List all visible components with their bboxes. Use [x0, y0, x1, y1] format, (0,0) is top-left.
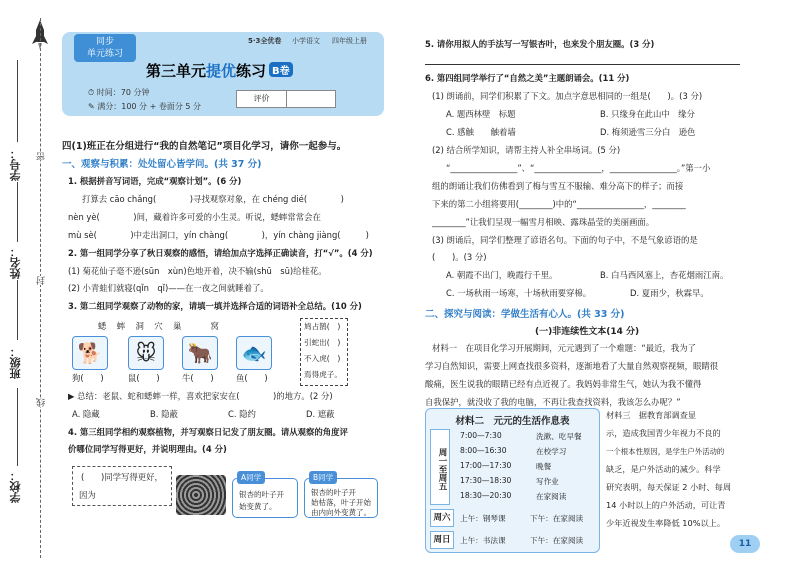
q6-2-line-1[interactable]: “________________”、“________________，________________。”第一小: [446, 163, 711, 173]
series-name: 5·3全优卷: [248, 37, 282, 45]
ox-card: [182, 336, 218, 370]
note-b-head: B同学: [309, 471, 337, 484]
q3-option-d[interactable]: D. 遮蔽: [306, 409, 335, 419]
ox-icon: 🐂: [187, 341, 213, 365]
school-field[interactable]: [17, 388, 18, 466]
q6-1-option-b[interactable]: B. 只缘身在此山中 缘分: [600, 109, 695, 119]
q3-word-bank: 蟋 蟀 洞 穴 巢 窝: [98, 321, 220, 331]
note-b-card: [304, 473, 378, 518]
material-3-line-5: 研究表明，每天保证 2 小时、每周: [606, 482, 732, 492]
mouse-card: [128, 336, 164, 370]
badge-line-2: 单元练习: [86, 49, 123, 59]
saturday-header: 周六: [430, 509, 454, 527]
material-1-line-3: 酸痛，医生说我的眼睛已经有点近视了。我妈妈非常生气，她认为我不懂得: [425, 379, 702, 389]
subsection-heading: (一)非连续性文本(14 分): [535, 327, 640, 337]
material-3-line-2: 示，造成我国青少年视力不良的: [606, 428, 721, 438]
q6-3-prompt-2: ( )。(3 分): [432, 252, 487, 262]
binding-dashed-line: [40, 18, 41, 558]
q6-3-option-a[interactable]: A. 朝霞不出门，晚霞行千里。: [446, 270, 558, 280]
material-3-line-3: 一个根本性原因，是学生户外活动的: [606, 447, 725, 456]
mouse-answer[interactable]: 鼠( ): [128, 373, 160, 383]
title-pre: 第三单元: [146, 62, 207, 80]
sunday-header: 周日: [430, 531, 454, 549]
note-a-line-2: 始变黄了。: [239, 502, 277, 511]
q2-line-1: (1) 菊花仙子毫不逊(sūn xùn)色地开着，决不输(shū sū)给桂花。: [68, 266, 327, 276]
material-1-line-1: 材料一 在项目化学习开展期间，元元遇到了一个难题：“最近，我为了: [432, 343, 696, 353]
class-field[interactable]: [17, 280, 18, 340]
evaluation-label: 评价: [237, 91, 287, 107]
note-b-line-2: 始枯落，叶子开始: [311, 498, 371, 507]
q5-answer-line[interactable]: [425, 64, 740, 65]
student-name-field[interactable]: [17, 182, 18, 242]
unit-practice-badge: [74, 34, 136, 62]
material-3-line-7: 少年近视发生率降低 10%以上。: [606, 518, 726, 528]
seal-mark-2: 封: [37, 276, 47, 285]
dog-answer[interactable]: 狗( ): [72, 373, 104, 383]
fish-icon: 🐟: [241, 341, 267, 365]
idiom-box: [300, 318, 348, 386]
material-3-line-4: 缺乏，是户外活动的减少。科学: [606, 464, 721, 474]
material-3-line-6: 14 小时以上的户外活动，可让青: [606, 500, 726, 510]
q1-line-1: 打算去 cāo chǎng( )寻找观察对象，在 chéng dié( ): [82, 194, 344, 204]
time-1: 7:00—7:30: [460, 431, 502, 440]
grade-name: 四年级上册: [332, 37, 367, 45]
mouse-icon: 🐭: [135, 341, 157, 365]
student-name-label: 姓名：: [9, 246, 22, 279]
material-1-line-4: 自我保护，就没收了我的电脑，不再让我查找资料，我该怎么办呢？”: [425, 397, 681, 407]
q3-summary: ▶ 总结：老鼠、蛇和蟋蟀一样，喜欢把家安在( )的地方。(2 分): [68, 391, 333, 401]
note-a-head: A同学: [237, 471, 265, 484]
q3-option-c[interactable]: C. 隐约: [228, 409, 256, 419]
q6-3-option-d[interactable]: D. 夏雨少，秋霖早。: [630, 288, 709, 298]
fish-card: [236, 336, 272, 370]
saturday-morning: 上午：钢琴课: [460, 514, 506, 523]
q3-prompt: 3. 第二组同学观察了动物的家，请填一填并选择合适的词语补全总结。(10 分): [68, 301, 362, 311]
dog-card: [72, 336, 108, 370]
student-number-label: 学号：: [9, 148, 22, 181]
q6-1-option-a[interactable]: A. 题西林壁 标题: [446, 109, 516, 119]
seal-mark-3: 线: [37, 398, 47, 407]
q6-3-option-c[interactable]: C. 一场秋雨一场寒，十场秋雨要穿棉。: [446, 288, 592, 298]
q1-line-2: nèn yè( )间，藏着许多可爱的小生灵。听说，蟋蟀常常会在: [68, 212, 321, 222]
b-volume-badge: B卷: [269, 62, 293, 77]
activity-5: 在家阅读: [536, 492, 567, 501]
sunday-afternoon: 下午：在家阅读: [530, 536, 584, 545]
saturday-afternoon: 下午：在家阅读: [530, 514, 584, 523]
q6-1-option-d[interactable]: D. 梅须逊雪三分白 逊色: [600, 127, 696, 137]
q3-option-b[interactable]: B. 隐蔽: [150, 409, 178, 419]
idiom-4: 焉得虎子。: [304, 370, 342, 379]
student-number-field[interactable]: [17, 60, 18, 142]
q4-prompt-2: 价哪位同学写得更好，并说明理由。(4 分): [68, 444, 227, 454]
ginkgo-photo: [176, 475, 226, 515]
q4-prompt: 4. 第三组同学相约观察植物，并写观察日记发了朋友圈。请从观察的角度评: [68, 427, 348, 437]
ox-answer[interactable]: 牛( ): [182, 373, 214, 383]
schedule-table: [425, 408, 600, 553]
full-score: ✎ 满分：100 分 + 卷面分 5 分: [88, 102, 202, 111]
time-2: 8:00—16:30: [460, 446, 507, 455]
time-5: 18:30—20:30: [460, 491, 512, 500]
idiom-1[interactable]: 鸠占鹊( ): [304, 322, 341, 331]
section-2-heading: 二、探究与阅读：学做生活有心人。(共 33 分): [425, 309, 625, 320]
activity-2: 在校学习: [536, 447, 567, 456]
material-1-line-2: 学习自然知识，需要上网查找很多资料，逐渐地看了大量自然观察视频，眼睛很: [425, 361, 719, 371]
q3-option-a[interactable]: A. 隐藏: [72, 409, 100, 419]
school-label: 学校：: [9, 470, 22, 503]
schedule-title: 材料二 元元的生活作息表: [455, 416, 570, 427]
intro-lead: 四(1)班正在分组进行“我的自然笔记”项目化学习，请你一起参与。: [62, 141, 347, 152]
time-4: 17:30—18:30: [460, 476, 512, 485]
title-highlight: 提优: [206, 62, 237, 80]
fish-answer[interactable]: 鱼( ): [236, 373, 268, 383]
title-post: 练习: [236, 62, 267, 80]
q1-prompt: 1. 根据拼音写词语，完成“观察计划”。(6 分): [68, 176, 242, 186]
q6-1-option-c[interactable]: C. 感触 触着墙: [446, 127, 516, 137]
note-a-card: [232, 473, 298, 518]
sunday-morning: 上午：书法课: [460, 536, 506, 545]
q6-2-line-4[interactable]: ________”让我们呈现一幅雪月相映、露珠晶莹的美丽画面。: [432, 217, 655, 227]
idiom-3[interactable]: 不入虎( ): [304, 354, 341, 363]
subject-name: 小学语文: [292, 37, 320, 45]
score-text: 满分：100 分 + 卷面分 5 分: [97, 102, 202, 111]
q6-prompt: 6. 第四组同学举行了“自然之美”主题朗诵会。(11 分): [425, 73, 630, 83]
activity-1: 洗漱、吃早餐: [536, 432, 582, 441]
time-text: 时间：70 分钟: [96, 88, 150, 97]
q6-2-line-3[interactable]: 下来的第二小组将要用(________)中的“________________，________: [432, 199, 686, 209]
q6-1-prompt: (1) 朗诵前，同学们积累了下文。加点字意思相同的一组是( )。(3 分): [432, 91, 703, 101]
q1-line-3: mù sè( )中走出洞口，yín chàng( )，yín chàng jiàng( ): [68, 230, 369, 240]
idiom-2[interactable]: 引蛇出( ): [304, 338, 341, 347]
q6-3-option-b[interactable]: B. 白马西风塞上，杏花烟雨江南。: [600, 270, 729, 280]
note-b-line-3: 由内向外变黄了。: [311, 508, 371, 517]
activity-4: 写作业: [536, 477, 559, 486]
q6-2-prompt: (2) 结合所学知识，请帮主持人补全串场词。(5 分): [432, 145, 621, 155]
q4-answer-line-1: ( )同学写得更好，: [81, 472, 163, 482]
note-b-line-1: 银杏的叶子开: [311, 488, 356, 497]
badge-line-1: 同步: [95, 37, 114, 47]
q2-prompt: 2. 第一组同学分享了秋日观察的感悟，请给加点字选择正确读音，打“√”。(4 分): [68, 248, 373, 258]
q6-3-prompt: (3) 朗诵后，同学们整理了谚语名句。下面的句子中，不是气象谚语的是: [432, 235, 698, 245]
section-1-heading: 一、观察与积累：处处留心皆学问。(共 37 分): [62, 159, 262, 170]
page-title: [146, 60, 293, 81]
time-limit: ⏱ 时间：70 分钟: [88, 88, 150, 97]
q4-answer-box[interactable]: [72, 466, 172, 506]
evaluation-box[interactable]: [236, 90, 336, 108]
time-3: 17:00—17:30: [460, 461, 512, 470]
class-label: 班级：: [9, 346, 22, 379]
dog-icon: 🐕: [77, 341, 103, 365]
material-3-line-1: 材料三 据教育部调查显: [606, 410, 697, 420]
note-a-line-1: 银杏的叶子开: [239, 490, 284, 499]
q2-line-2: (2) 小青蛙们就寝(qǐn qǐ)——在一夜之间就睡着了。: [68, 283, 269, 293]
binding-strip: [0, 0, 52, 566]
page-number: 11: [730, 535, 760, 553]
q4-answer-line-2: 因为: [79, 490, 96, 500]
activity-3: 晚餐: [536, 462, 552, 471]
weekday-header: 周一至周五: [430, 429, 450, 505]
seal-mark-1: 密: [37, 152, 47, 161]
q6-2-line-2: 组的朗诵让我们仿佛看到了梅与雪互不服输、难分高下的样子；而接: [432, 181, 684, 191]
q5-prompt: 5. 请你用拟人的手法写一写银杏叶，也来发个朋友圈。(3 分): [425, 39, 655, 49]
